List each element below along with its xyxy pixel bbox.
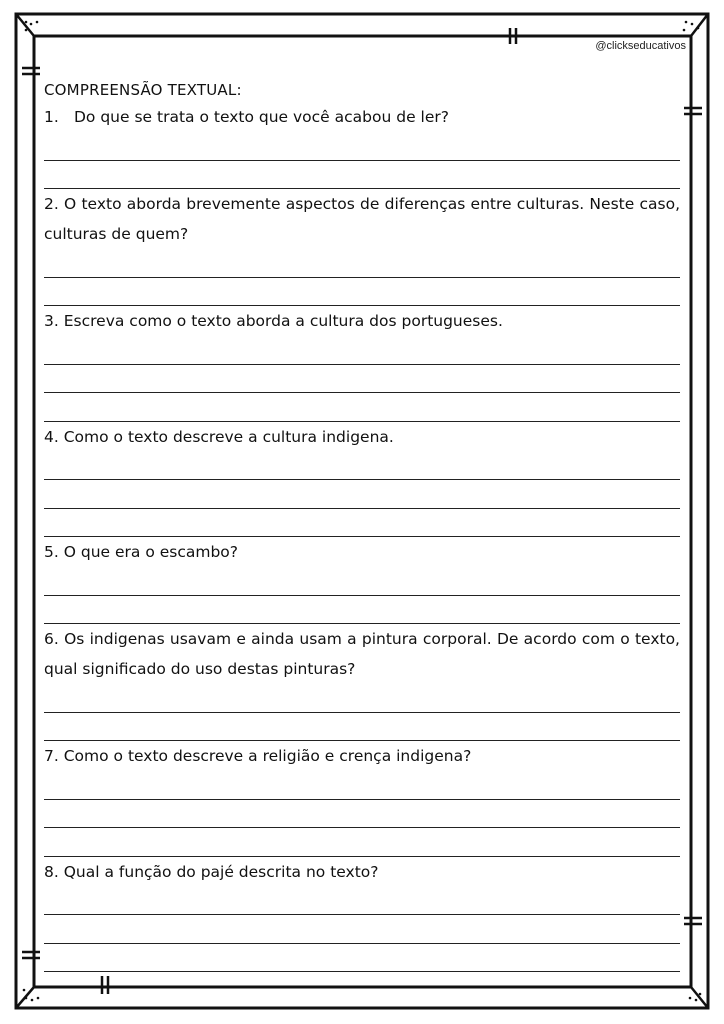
- question-text: [44, 102, 680, 132]
- answer-line[interactable]: [44, 915, 680, 944]
- answer-line[interactable]: [44, 567, 680, 596]
- question-prompt: Do que se trata o texto que você acabou de ler?: [74, 108, 449, 126]
- question-text: [44, 741, 680, 771]
- answer-line[interactable]: [44, 509, 680, 538]
- answer-line[interactable]: [44, 771, 680, 800]
- answer-line[interactable]: [44, 887, 680, 916]
- question-block: [44, 741, 680, 857]
- question-text: [44, 422, 680, 452]
- worksheet-content: [44, 78, 680, 972]
- answer-line[interactable]: [44, 336, 680, 365]
- question-number: 6.: [44, 630, 59, 648]
- question-block: [44, 189, 680, 306]
- question-number: 5.: [44, 543, 59, 561]
- answer-line[interactable]: [44, 713, 680, 742]
- worksheet-title: COMPREENSÃO TEXTUAL:: [44, 81, 242, 99]
- question-prompt: O que era o escambo?: [63, 543, 239, 561]
- question-number: 1.: [44, 108, 59, 126]
- question-text: [44, 857, 680, 887]
- question-block: [44, 624, 680, 741]
- answer-line[interactable]: [44, 161, 680, 190]
- question-block: [44, 306, 680, 422]
- question-number: 7.: [44, 747, 59, 765]
- answer-line[interactable]: [44, 828, 680, 857]
- question-block: [44, 537, 680, 624]
- answer-line[interactable]: [44, 365, 680, 394]
- answer-line[interactable]: [44, 132, 680, 161]
- question-text: [44, 537, 680, 567]
- question-list: [44, 102, 680, 972]
- answer-line[interactable]: [44, 800, 680, 829]
- question-block: [44, 102, 680, 189]
- question-number: 8.: [44, 862, 59, 881]
- answer-line[interactable]: [44, 684, 680, 713]
- watermark: @clickseducativos: [595, 40, 686, 52]
- answer-line[interactable]: [44, 944, 680, 973]
- question-prompt: Qual a função do pajé descrita no texto?: [63, 862, 379, 881]
- question-prompt: O texto aborda brevemente aspectos de diferenças entre culturas. Neste caso, culturas de quem?: [44, 195, 680, 243]
- answer-line[interactable]: [44, 249, 680, 278]
- question-text: [44, 624, 680, 684]
- question-number: 4.: [44, 427, 59, 446]
- question-prompt: Os indigenas usavam e ainda usam a pintura corporal. De acordo com o texto, qual significado do uso destas pinturas?: [44, 630, 680, 678]
- question-prompt: Escreva como o texto aborda a cultura dos portugueses.: [63, 312, 503, 330]
- question-prompt: Como o texto descreve a cultura indigena.: [63, 427, 394, 446]
- answer-line[interactable]: [44, 278, 680, 307]
- answer-line[interactable]: [44, 596, 680, 625]
- question-number: 3.: [44, 312, 59, 330]
- answer-line[interactable]: [44, 452, 680, 481]
- question-block: [44, 422, 680, 538]
- question-text: [44, 306, 680, 336]
- answer-line[interactable]: [44, 393, 680, 422]
- question-block: [44, 857, 680, 973]
- question-number: 2.: [44, 195, 59, 213]
- answer-line[interactable]: [44, 480, 680, 509]
- question-text: [44, 189, 680, 249]
- question-prompt: Como o texto descreve a religião e crença indigena?: [63, 747, 472, 765]
